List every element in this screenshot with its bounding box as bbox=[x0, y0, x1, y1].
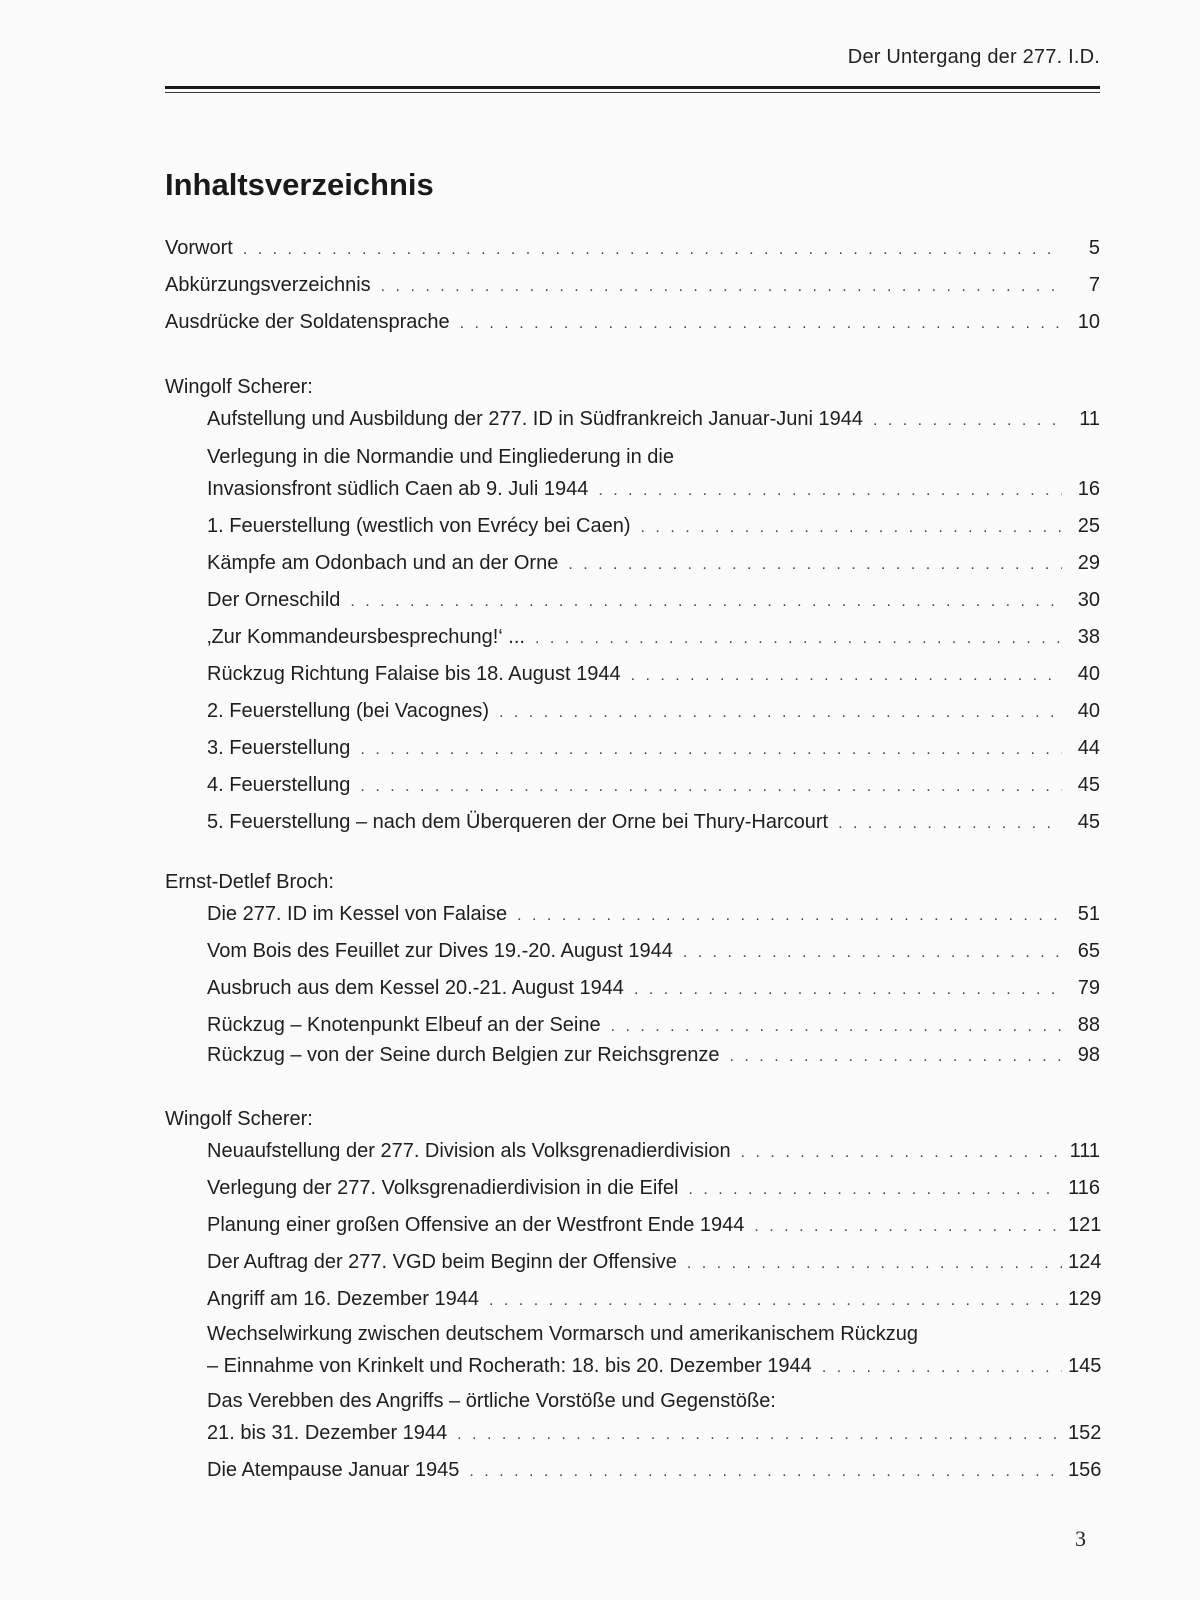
toc-entry-title: Angriff am 16. Dezember 1944 bbox=[207, 1288, 480, 1310]
toc-entry-page: 79 bbox=[1077, 977, 1100, 999]
toc-entry-page: 65 bbox=[1077, 940, 1100, 962]
toc-entry-line1: Das Verebben des Angriffs – örtliche Vorstöße und Gegenstöße: bbox=[207, 1390, 776, 1412]
dot-leader bbox=[360, 775, 1062, 799]
toc-entry-title: Rückzug – Knotenpunkt Elbeuf an der Seine bbox=[207, 1014, 601, 1036]
dot-leader bbox=[360, 738, 1062, 762]
dot-leader bbox=[611, 1015, 1062, 1039]
toc-entry-page: 121 bbox=[1068, 1214, 1102, 1236]
toc-entry-page: 45 bbox=[1077, 811, 1100, 833]
page-title: Inhaltsverzeichnis bbox=[165, 167, 434, 202]
toc-entry-title: 21. bis 31. Dezember 1944 bbox=[207, 1422, 448, 1444]
toc-entry-title: Ausdrücke der Soldatensprache bbox=[165, 311, 450, 333]
toc-entry-page: 7 bbox=[1088, 274, 1100, 296]
toc-entry-page: 16 bbox=[1077, 478, 1100, 500]
toc-entry-title: Verlegung der 277. Volksgrenadierdivision in die Eifel bbox=[207, 1177, 679, 1199]
toc-entry-page: 40 bbox=[1077, 700, 1100, 722]
toc-entry bbox=[207, 588, 1100, 614]
toc-entry-line1: Wechselwirkung zwischen deutschem Vormarsch und amerikanischem Rückzug bbox=[207, 1323, 919, 1345]
toc-entry-page: 38 bbox=[1077, 626, 1100, 648]
toc-entry-title: Aufstellung und Ausbildung der 277. ID in Südfrankreich Januar-Juni 1944 bbox=[207, 408, 863, 430]
toc-entry-title: Die 277. ID im Kessel von Falaise bbox=[207, 903, 508, 925]
toc-entry-page: 44 bbox=[1077, 737, 1100, 759]
toc-entry-title: Kämpfe am Odonbach und an der Orne bbox=[207, 552, 559, 574]
toc-entry-title: Abkürzungsverzeichnis bbox=[165, 274, 371, 296]
toc-entry-front-matter bbox=[165, 273, 1100, 299]
section-author: Wingolf Scherer: bbox=[165, 1108, 313, 1130]
toc-entry-title: Rückzug – von der Seine durch Belgien zur Reichsgrenze bbox=[207, 1044, 720, 1066]
toc-entry-page: 145 bbox=[1068, 1355, 1102, 1377]
dot-leader bbox=[381, 275, 1062, 299]
toc-entry-page: 51 bbox=[1077, 903, 1100, 925]
dot-leader bbox=[873, 409, 1062, 433]
dot-leader bbox=[535, 627, 1062, 651]
toc-entry-page: 124 bbox=[1068, 1251, 1102, 1273]
toc-entry bbox=[207, 1250, 1100, 1276]
toc-entry-page: 129 bbox=[1068, 1288, 1102, 1310]
toc-entry bbox=[207, 773, 1100, 799]
dot-leader bbox=[469, 1460, 1062, 1484]
toc-entry bbox=[207, 736, 1100, 762]
toc-entry-page: 29 bbox=[1077, 552, 1100, 574]
toc-entry-page: 11 bbox=[1079, 408, 1100, 430]
toc-entry bbox=[207, 1421, 1100, 1447]
toc-entry bbox=[207, 407, 1100, 433]
dot-leader bbox=[598, 479, 1062, 503]
toc-entry-title: Planung einer großen Offensive an der Westfront Ende 1944 bbox=[207, 1214, 745, 1236]
toc-entry-title: Neuaufstellung der 277. Division als Volksgrenadierdivision bbox=[207, 1140, 731, 1162]
dot-leader bbox=[568, 553, 1062, 577]
dot-leader bbox=[730, 1045, 1062, 1069]
toc-entry bbox=[207, 1013, 1100, 1039]
dot-leader bbox=[754, 1215, 1062, 1239]
toc-entry bbox=[207, 1139, 1100, 1165]
running-head: Der Untergang der 277. I.D. bbox=[847, 46, 1100, 68]
toc-entry-page: 156 bbox=[1068, 1459, 1102, 1481]
toc-entry-title: Der Orneschild bbox=[207, 589, 341, 611]
toc-entry bbox=[207, 902, 1100, 928]
toc-entry-title: Vorwort bbox=[165, 237, 233, 259]
dot-leader bbox=[683, 941, 1062, 965]
toc-entry-page: 25 bbox=[1077, 515, 1100, 537]
dot-leader bbox=[688, 1178, 1062, 1202]
dot-leader bbox=[838, 812, 1062, 836]
toc-entry bbox=[207, 1354, 1100, 1380]
dot-leader bbox=[499, 701, 1062, 725]
toc-entry bbox=[207, 976, 1100, 1002]
toc-entry-page: 45 bbox=[1077, 774, 1100, 796]
dot-leader bbox=[460, 312, 1062, 336]
toc-entry-front-matter bbox=[165, 236, 1100, 262]
toc-entry bbox=[207, 1043, 1100, 1069]
toc-entry-page: 98 bbox=[1077, 1044, 1100, 1066]
toc-entry-page: 10 bbox=[1077, 311, 1100, 333]
toc-entry bbox=[207, 625, 1100, 651]
toc-entry-page: 152 bbox=[1068, 1422, 1102, 1444]
toc-entry-title: ‚Zur Kommandeursbesprechung!‘ ... bbox=[207, 626, 525, 648]
toc-entry bbox=[207, 939, 1100, 965]
toc-entry-title: Die Atempause Januar 1945 bbox=[207, 1459, 460, 1481]
toc-entry-page: 40 bbox=[1077, 663, 1100, 685]
dot-leader bbox=[641, 516, 1062, 540]
toc-entry-page: 116 bbox=[1068, 1177, 1100, 1199]
toc-entry bbox=[207, 1176, 1100, 1202]
toc-entry bbox=[207, 514, 1100, 540]
toc-entry-title: 1. Feuerstellung (westlich von Evrécy bei Caen) bbox=[207, 515, 631, 537]
dot-leader bbox=[350, 590, 1062, 614]
dot-leader bbox=[243, 238, 1062, 262]
dot-leader bbox=[741, 1141, 1062, 1165]
section-author: Ernst-Detlef Broch: bbox=[165, 871, 334, 893]
toc-entry-page: 30 bbox=[1077, 589, 1100, 611]
page-number: 3 bbox=[1075, 1526, 1086, 1551]
dot-leader bbox=[457, 1423, 1062, 1447]
toc-entry-line1: Verlegung in die Normandie und Eingliederung in die bbox=[207, 446, 674, 468]
toc-entry-title: 4. Feuerstellung bbox=[207, 774, 351, 796]
toc-entry-title: Der Auftrag der 277. VGD beim Beginn der Offensive bbox=[207, 1251, 677, 1273]
toc-entry-title: 3. Feuerstellung bbox=[207, 737, 351, 759]
toc-entry bbox=[207, 810, 1100, 836]
header-rule-thin bbox=[165, 92, 1100, 93]
toc-entry-title: 2. Feuerstellung (bei Vacognes) bbox=[207, 700, 490, 722]
toc-entry-title: Ausbruch aus dem Kessel 20.-21. August 1944 bbox=[207, 977, 624, 999]
toc-entry bbox=[207, 1287, 1100, 1313]
toc-entry bbox=[207, 662, 1100, 688]
dot-leader bbox=[517, 904, 1062, 928]
toc-entry-title: Vom Bois des Feuillet zur Dives 19.-20. August 1944 bbox=[207, 940, 673, 962]
toc-entry bbox=[207, 699, 1100, 725]
dot-leader bbox=[687, 1252, 1062, 1276]
toc-entry-title: – Einnahme von Krinkelt und Rocherath: 18. bis 20. Dezember 1944 bbox=[207, 1355, 812, 1377]
toc-entry bbox=[207, 1213, 1100, 1239]
dot-leader bbox=[822, 1356, 1062, 1380]
dot-leader bbox=[489, 1289, 1062, 1313]
dot-leader bbox=[631, 664, 1062, 688]
section-author: Wingolf Scherer: bbox=[165, 376, 313, 398]
toc-entry-front-matter bbox=[165, 310, 1100, 336]
dot-leader bbox=[634, 978, 1062, 1002]
toc-entry-page: 88 bbox=[1077, 1014, 1100, 1036]
toc-entry-title: Rückzug Richtung Falaise bis 18. August 1944 bbox=[207, 663, 621, 685]
toc-entry bbox=[207, 1458, 1100, 1484]
toc-entry bbox=[207, 477, 1100, 503]
toc-entry-page: 111 bbox=[1069, 1140, 1100, 1162]
toc-entry-title: 5. Feuerstellung – nach dem Überqueren der Orne bei Thury-Harcourt bbox=[207, 811, 829, 833]
toc-entry-title: Invasionsfront südlich Caen ab 9. Juli 1944 bbox=[207, 478, 589, 500]
toc-entry-page: 5 bbox=[1088, 237, 1100, 259]
header-rule-thick bbox=[165, 86, 1100, 89]
toc-entry bbox=[207, 551, 1100, 577]
